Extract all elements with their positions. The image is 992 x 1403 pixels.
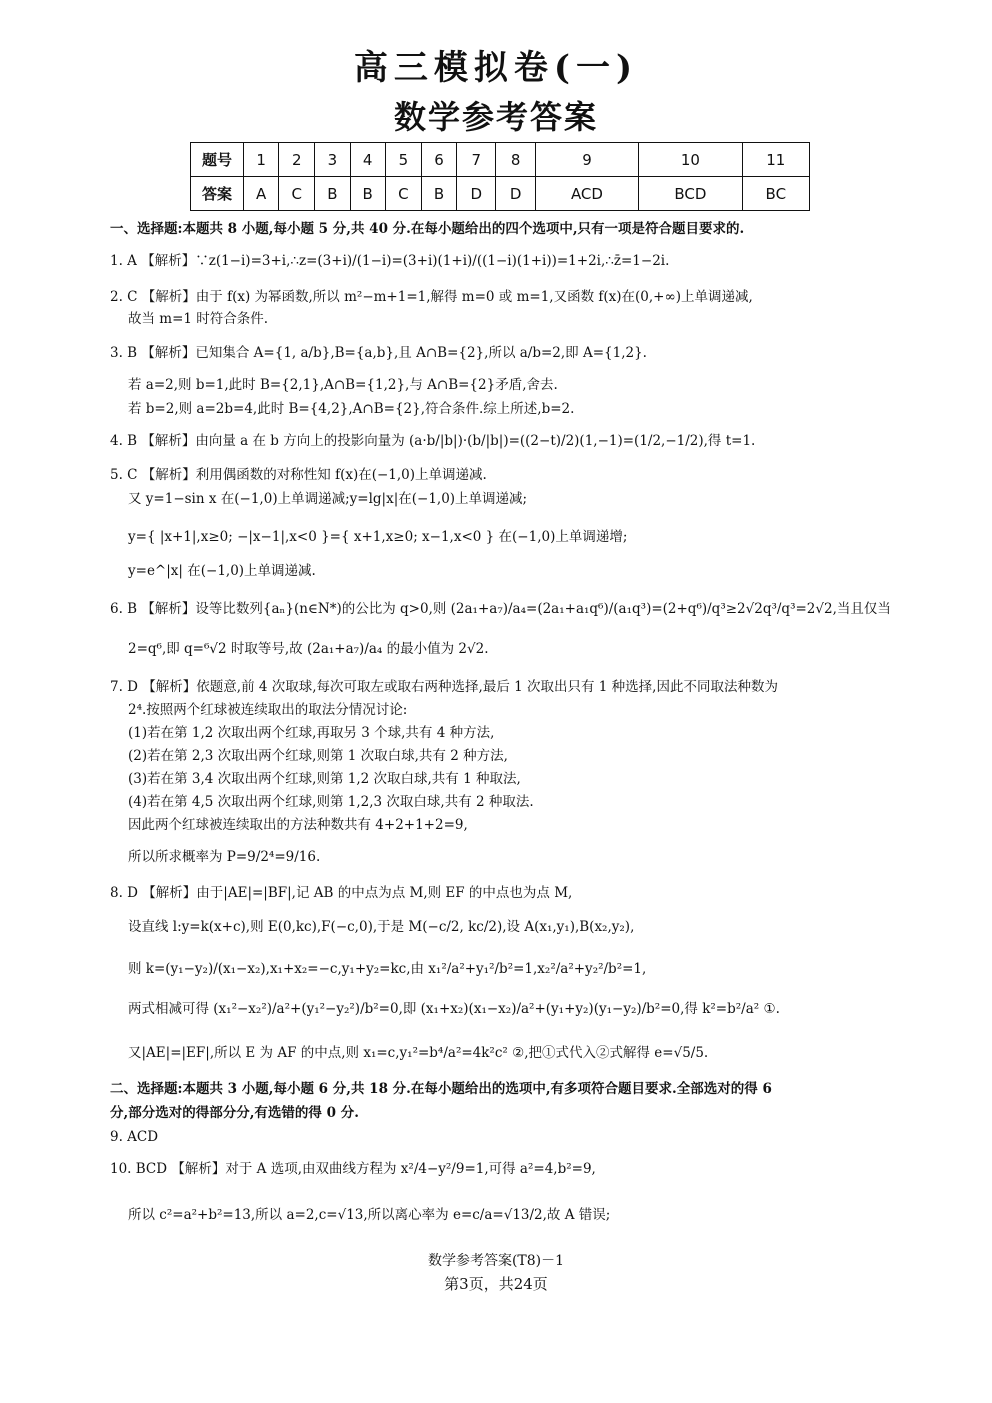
answer-line: 因此两个红球被连续取出的方法种数共有 4+2+1+2=9, [128, 817, 468, 833]
answer-line: 所以 c²=a²+b²=13,所以 a=2,c=√13,所以离心率为 e=c/a=√13/2,故 A 错误; [128, 1207, 611, 1223]
answer-cell: C [279, 177, 315, 211]
table-row-numbers [191, 143, 810, 177]
answer-line: 又|AE|=|EF|,所以 E 为 AF 的中点,则 x₁=c,y₁²=b⁴/a²=4k²c² ②,把①式代入②式解得 e=√5/5. [128, 1045, 709, 1061]
answer-line: (4)若在第 4,5 次取出两个红球,则第 1,2,3 次取白球,共有 2 种取法. [128, 794, 534, 810]
answer-line: 9. ACD [110, 1129, 159, 1145]
answer-line: 则 k=(y₁−y₂)/(x₁−x₂),x₁+x₂=−c,y₁+y₂=kc,由 x₁²/a²+y₁²/b²=1,x₂²/a²+y₂²/b²=1, [128, 961, 647, 977]
answer-line: 7. D 【解析】依题意,前 4 次取球,每次可取左或取右两种选择,最后 1 次取出只有 1 种选择,因此不同取法种数为 [110, 679, 778, 695]
answer-cell: A [244, 177, 279, 211]
question-number: 1 [244, 143, 279, 177]
question-number: 2 [279, 143, 315, 177]
answer-cell: B [315, 177, 350, 211]
question-number: 10 [639, 143, 742, 177]
answer-line: 故当 m=1 时符合条件. [128, 311, 269, 327]
answer-cell: B [421, 177, 456, 211]
question-number: 8 [496, 143, 535, 177]
answer-line: 若 a=2,则 b=1,此时 B={2,1},A∩B={1,2},与 A∩B={2}矛盾,舍去. [128, 377, 558, 393]
question-number: 7 [457, 143, 496, 177]
answer-line: (2)若在第 2,3 次取出两个红球,则第 1 次取白球,共有 2 种方法, [128, 748, 508, 764]
answer-cell: C [385, 177, 421, 211]
answer-cell: BC [742, 177, 809, 211]
answer-line: 2⁴.按照两个红球被连续取出的取法分情况讨论: [128, 702, 408, 718]
question-number: 4 [350, 143, 385, 177]
answer-line: 1. A 【解析】∵z(1−i)=3+i,∴z=(3+i)/(1−i)=(3+i)(1+i)/((1−i)(1+i))=1+2i,∴z̄=1−2i. [110, 253, 670, 269]
answer-line: 设直线 l:y=k(x+c),则 E(0,kc),F(−c,0),于是 M(−c/2, kc/2),设 A(x₁,y₁),B(x₂,y₂), [128, 919, 635, 935]
question-number: 5 [385, 143, 421, 177]
answer-line: 10. BCD 【解析】对于 A 选项,由双曲线方程为 x²/4−y²/9=1,可得 a²=4,b²=9, [110, 1161, 596, 1177]
question-number: 11 [742, 143, 809, 177]
section-heading: 一、选择题:本题共 8 小题,每小题 5 分,共 40 分.在每小题给出的四个选项中,只有一项是符合题目要求的. [110, 221, 745, 237]
table-row-answers [191, 177, 810, 211]
answer-cell: BCD [639, 177, 742, 211]
question-number: 3 [315, 143, 350, 177]
answer-line: (3)若在第 3,4 次取出两个红球,则第 1,2 次取白球,共有 1 种取法, [128, 771, 521, 787]
answer-line: (1)若在第 1,2 次取出两个红球,再取另 3 个球,共有 4 种方法, [128, 725, 495, 741]
answer-line: 6. B 【解析】设等比数列{aₙ}(n∈N*)的公比为 q>0,则 (2a₁+a₇)/a₄=(2a₁+a₁q⁶)/(a₁q³)=(2+q⁶)/q³≥2√2q³/q³=2√2,当且仅当 [110, 601, 891, 617]
answer-line: 2. C 【解析】由于 f(x) 为幂函数,所以 m²−m+1=1,解得 m=0 或 m=1,又函数 f(x)在(0,+∞)上单调递减, [110, 289, 753, 305]
answer-line: 5. C 【解析】利用偶函数的对称性知 f(x)在(−1,0)上单调递减. [110, 467, 487, 483]
answer-line: y={ |x+1|,x≥0; −|x−1|,x<0 }={ x+1,x≥0; x−1,x<0 } 在(−1,0)上单调递增; [128, 529, 628, 545]
answer-table [190, 142, 810, 211]
answer-line: 8. D 【解析】由于|AE|=|BF|,记 AB 的中点为点 M,则 EF 的中点也为点 M, [110, 885, 573, 901]
answer-line: 4. B 【解析】由向量 a 在 b 方向上的投影向量为 (a·b/|b|)·(b/|b|)=((2−t)/2)(1,−1)=(1/2,−1/2),得 t=1. [110, 433, 756, 449]
section-heading: 二、选择题:本题共 3 小题,每小题 6 分,共 18 分.在每小题给出的选项中,有多项符合题目要求.全部选对的得 6 [110, 1081, 772, 1097]
answer-subtitle: 数学参考答案 [393, 98, 598, 136]
answer-line: 2=q⁶,即 q=⁶√2 时取等号,故 (2a₁+a₇)/a₄ 的最小值为 2√2. [128, 641, 489, 657]
answer-line: 两式相减可得 (x₁²−x₂²)/a²+(y₁²−y₂²)/b²=0,即 (x₁+x₂)(x₁−x₂)/a²+(y₁+y₂)(y₁−y₂)/b²=0,得 k²=b²/a² ①. [128, 1001, 780, 1017]
answer-cell: D [496, 177, 535, 211]
question-number: 9 [535, 143, 638, 177]
answer-cell: B [350, 177, 385, 211]
answer-line: 若 b=2,则 a=2b=4,此时 B={4,2},A∩B={2},符合条件.综上所述,b=2. [128, 401, 575, 417]
question-number: 6 [421, 143, 456, 177]
row-label: 题号 [191, 143, 244, 177]
exam-title: 高三模拟卷(一) [353, 48, 639, 88]
section-heading: 分,部分选对的得部分分,有选错的得 0 分. [110, 1105, 359, 1121]
answer-line: y=e^|x| 在(−1,0)上单调递减. [128, 563, 316, 579]
answer-cell: D [457, 177, 496, 211]
answer-line: 3. B 【解析】已知集合 A={1, a/b},B={a,b},且 A∩B={2},所以 a/b=2,即 A={1,2}. [110, 345, 647, 361]
page-code: 数学参考答案(T8)－1 [427, 1253, 565, 1269]
page-number: 第3页，共24页 [444, 1275, 548, 1293]
row-label: 答案 [191, 177, 244, 211]
answer-line: 所以所求概率为 P=9/2⁴=9/16. [128, 849, 321, 865]
answer-cell: ACD [535, 177, 638, 211]
answer-line: 又 y=1−sin x 在(−1,0)上单调递减;y=lg|x|在(−1,0)上单调递减; [128, 491, 528, 507]
